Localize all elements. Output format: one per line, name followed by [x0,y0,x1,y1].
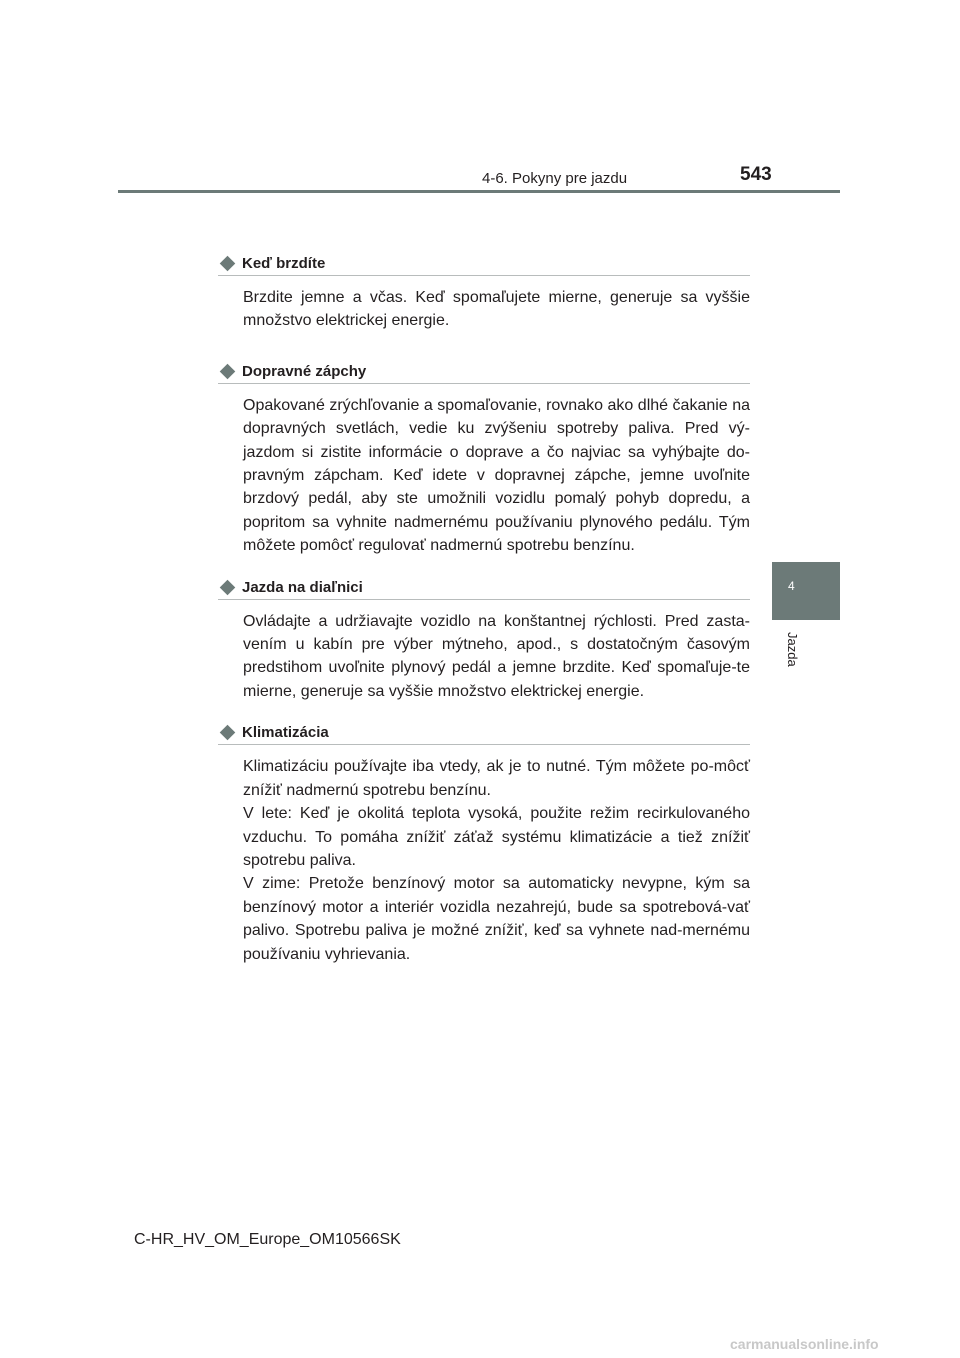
chapter-tab[interactable] [772,562,840,620]
section-braking [218,252,750,333]
chapter-tab-number: 4 [788,579,795,593]
diamond-bullet-icon [218,362,236,380]
body-paragraph: V lete: Keď je okolitá teplota vysoká, použite režim recirkulovaného vzduchu. To pomáha znížiť záťaž systému klimatizácie a tiež znížiť spotrebu paliva. [243,805,750,869]
section-highway-driving [218,576,750,704]
section-body [243,286,750,333]
section-title: Klimatizácia [242,724,329,742]
header-divider [118,190,840,193]
body-paragraph: Ovládajte a udržiavajte vozidlo na konštantnej rýchlosti. Pred zasta-vením u kabín pre výber mýtneho, apod., s dostatočným časovým predstihom uvoľnite plynový pedál a jemne brzdite. Keď spomaľuje-te mierne, generuje sa vyššie množstvo elektrickej energie. [243,612,750,700]
section-heading [218,576,750,600]
page-number: 543 [740,164,772,185]
chapter-tab-name: Jazda [785,632,800,667]
body-paragraph: Brzdite jemne a včas. Keď spomaľujete mierne, generuje sa vyššie množstvo elektrickej energie. [243,289,750,330]
section-title: Keď brzdíte [242,255,326,272]
body-paragraph: Opakované zrýchľovanie a spomaľovanie, rovnako ako dlhé čakanie na dopravných svetlách, vedie ku zvýšeniu spotreby paliva. Pred vý-jazdom si zistite informácie o doprave a čo najviac sa vyhýbajte do-pravným zápcham. Keď idete v dopravnej zápche, jemne uvoľnite brzdový pedál, aby ste umožnili vozidlu pomalý pohyb dopredu, a popritom sa vyhnite nadmernému používaniu plynového pedálu. Tým môžete pomôcť regulovať nadmernú spotrebu benzínu. [243,396,750,555]
page-content [218,252,750,966]
watermark: carmanualsonline.info [730,1336,879,1352]
section-title: Dopravné zápchy [242,362,367,380]
body-paragraph: Klimatizáciu používajte iba vtedy, ak je to nutné. Tým môžete po-môcť znížiť nadmernú spotrebu benzínu. [243,758,750,799]
section-air-conditioning [218,721,750,966]
section-traffic-jams [218,360,750,558]
diamond-bullet-icon [218,578,236,596]
section-body [243,394,750,558]
diamond-bullet-icon [218,724,236,742]
section-body [243,755,750,966]
section-heading [218,360,750,384]
diamond-bullet-icon [218,255,236,273]
body-paragraph: V zime: Pretože benzínový motor sa automaticky nevypne, kým sa benzínový motor a interiér vozidla nezahrejú, bude sa spotrebová-vať palivo. Spotrebu paliva je možné znížiť, keď sa vyhnete nad-mernému používaniu vyhrievania. [243,875,750,963]
section-title: Jazda na diaľnici [242,578,363,596]
section-body [243,610,750,704]
header-section-title: 4-6. Pokyny pre jazdu [482,170,628,187]
footer-document-id: C-HR_HV_OM_Europe_OM10566SK [134,1231,401,1248]
section-heading [218,721,750,745]
section-heading [218,252,750,276]
